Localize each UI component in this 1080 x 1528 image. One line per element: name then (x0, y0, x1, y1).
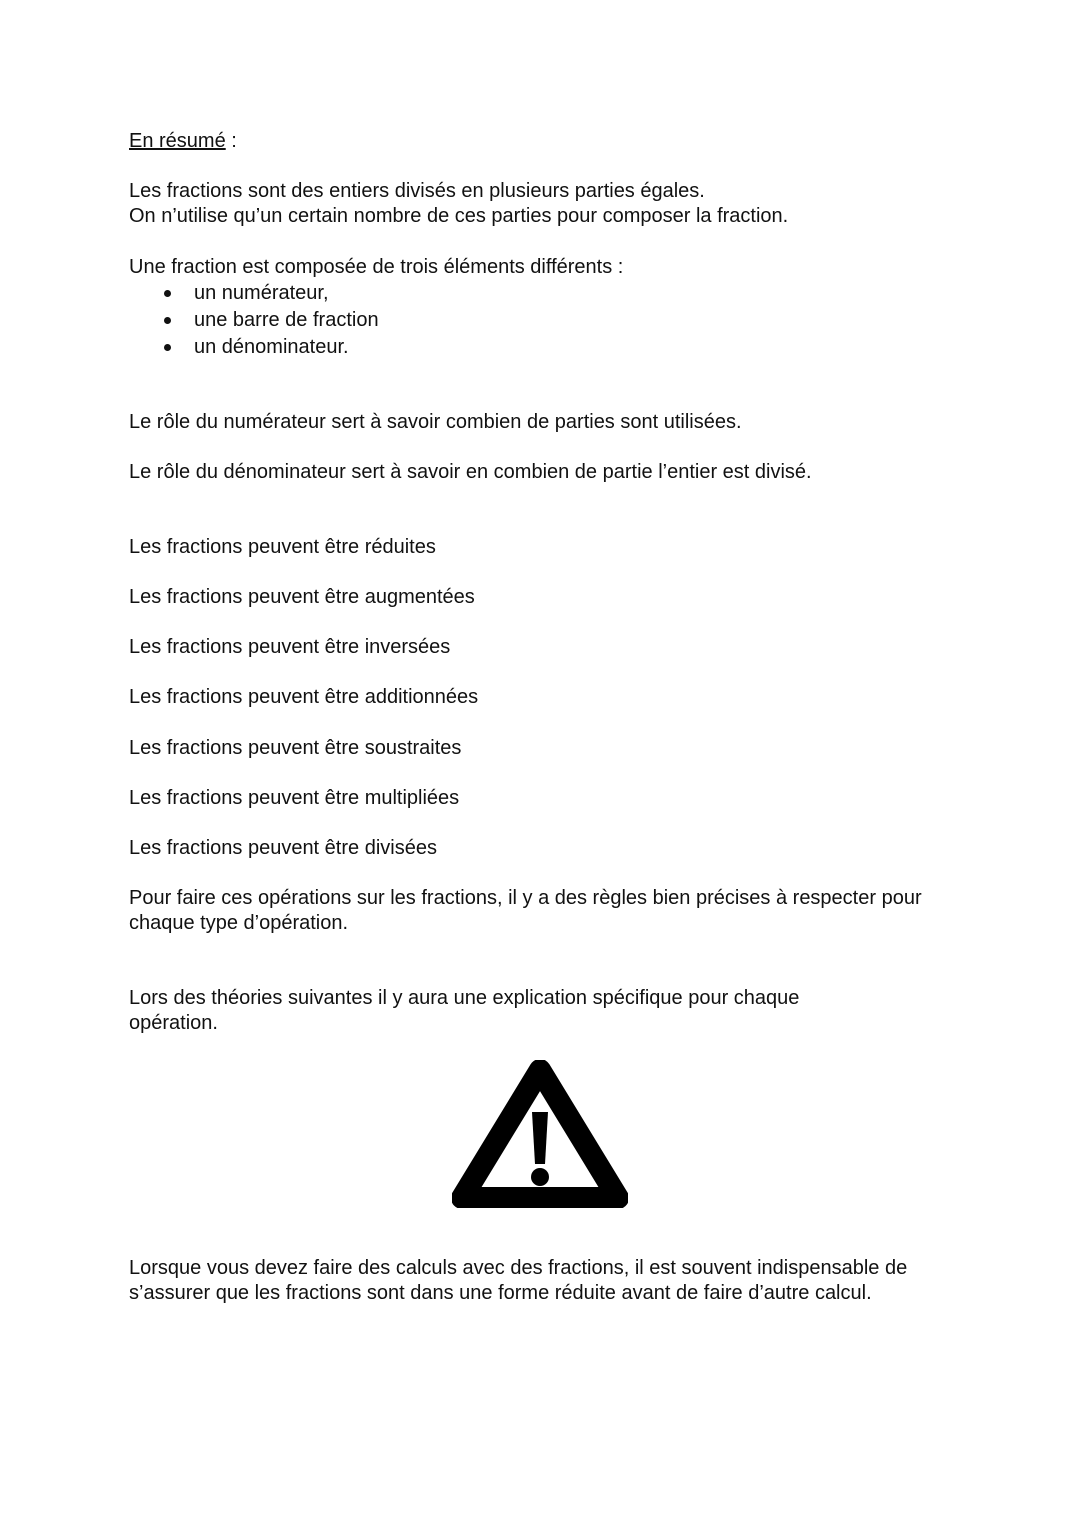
operation-line: Les fractions peuvent être soustraites (129, 737, 462, 759)
summary-heading (129, 129, 959, 154)
warning-triangle-icon (452, 1060, 628, 1208)
composition-list (129, 280, 379, 361)
composition-lead: Une fraction est composée de trois éléments différents : (129, 256, 624, 278)
operation-line: Les fractions peuvent être réduites (129, 536, 436, 558)
operation-line: Les fractions peuvent être divisées (129, 837, 437, 859)
list-item: une barre de fraction (129, 307, 379, 334)
summary-heading-title: En résumé (129, 130, 226, 152)
warning-paragraph: Lorsque vous devez faire des calculs avec des fractions, il est souvent indispensable de s’assurer que les fractions sont dans une forme réduite avant de faire d’autre calcul. (129, 1257, 908, 1304)
operation-line: Les fractions peuvent être multipliées (129, 787, 460, 809)
operation-line: Les fractions peuvent être augmentées (129, 586, 475, 608)
list-item: un dénominateur. (129, 334, 379, 361)
numerator-role: Le rôle du numérateur sert à savoir combien de parties sont utilisées. (129, 411, 742, 433)
denominator-role: Le rôle du dénominateur sert à savoir en combien de partie l’entier est divisé. (129, 461, 812, 483)
operation-line: Les fractions peuvent être additionnées (129, 686, 479, 708)
intro-line-1: Les fractions sont des entiers divisés en plusieurs parties égales. (129, 180, 705, 202)
intro-line-2: On n’utilise qu’un certain nombre de ces parties pour composer la fraction. (129, 205, 789, 227)
operation-line: Les fractions peuvent être inversées (129, 636, 451, 658)
rules-paragraph: Pour faire ces opérations sur les fractions, il y a des règles bien précises à respecter pour chaque type d’opération. (129, 887, 922, 934)
next-theories-paragraph: Lors des théories suivantes il y aura une explication spécifique pour chaque opération. (129, 987, 800, 1034)
summary-heading-colon: : (225, 130, 237, 152)
list-item: un numérateur, (129, 280, 379, 307)
